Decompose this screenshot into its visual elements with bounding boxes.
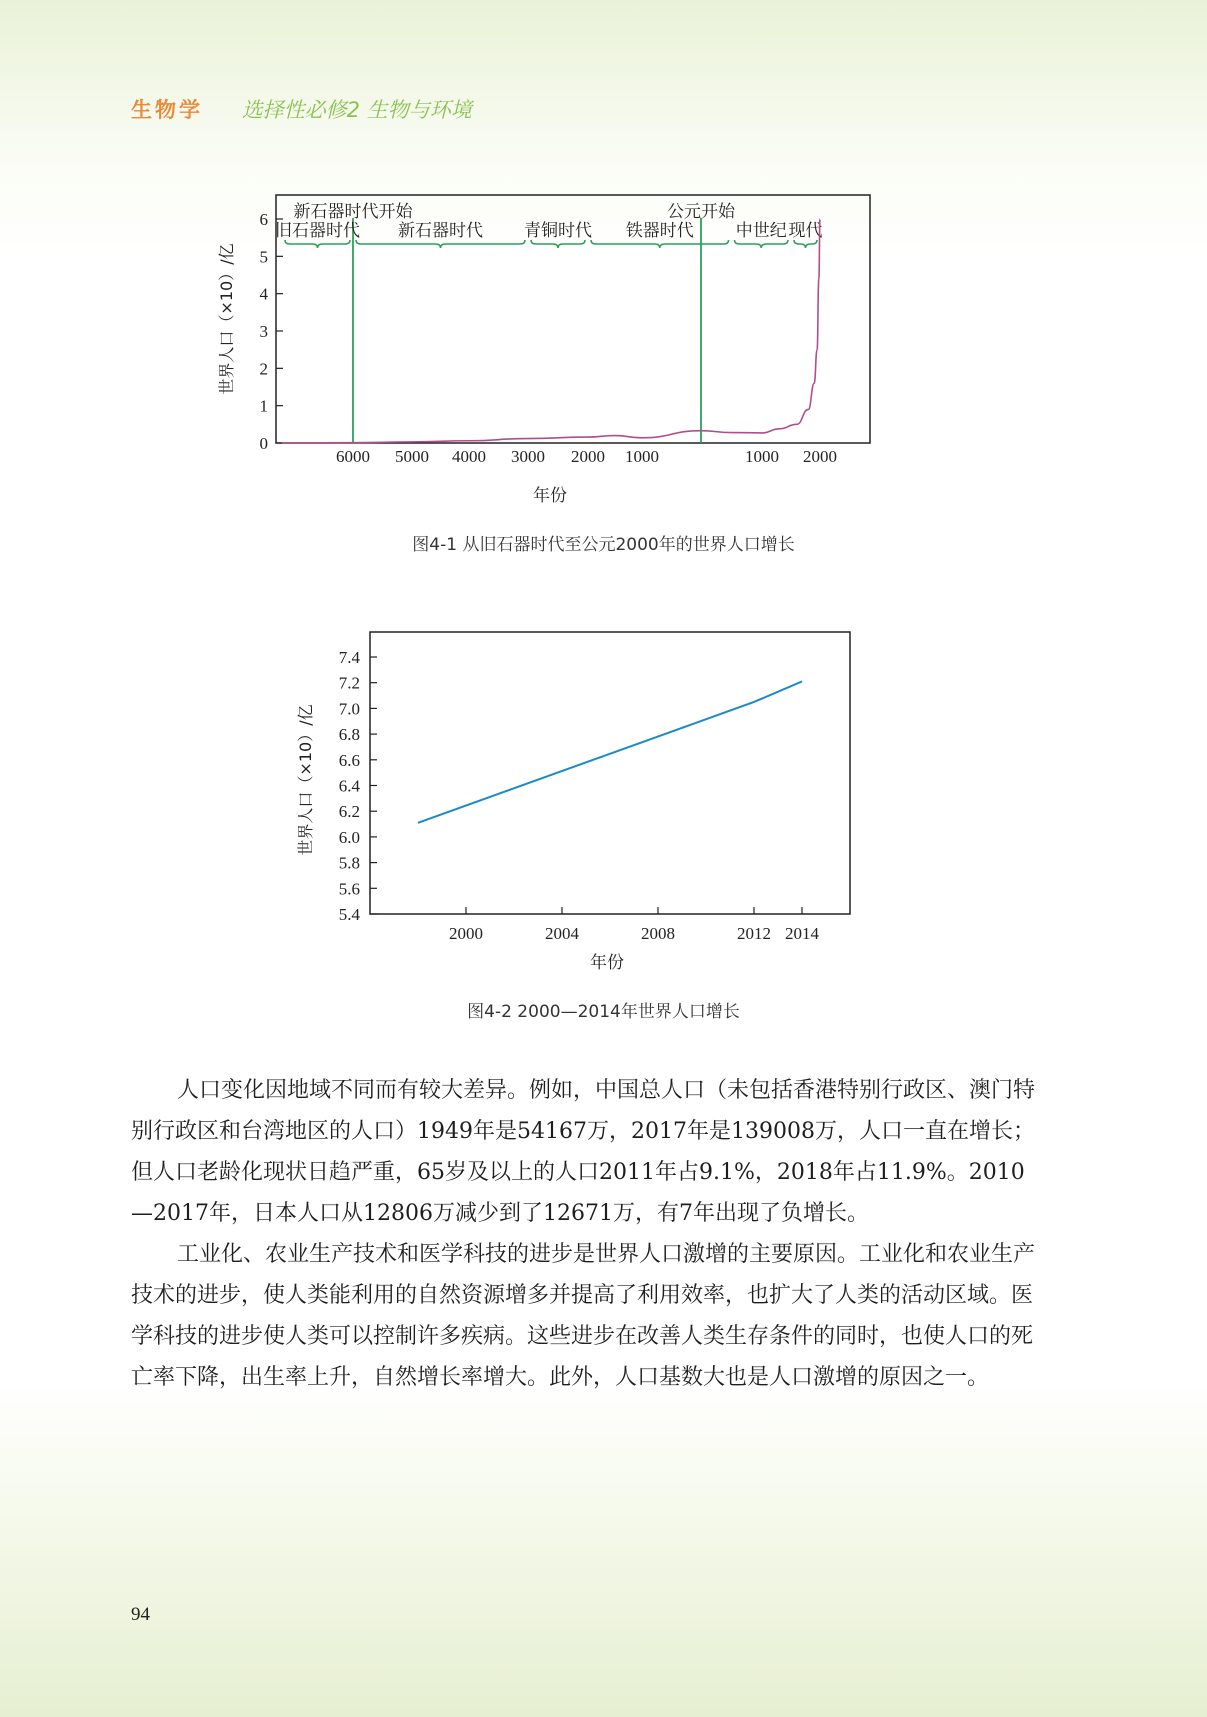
figure-4-2-caption: 图4-2 2000—2014年世界人口增长	[467, 1002, 740, 1022]
era-label: 新石器时代	[398, 221, 483, 241]
x-tick-label: 2014	[785, 924, 819, 943]
figure-4-1-caption: 图4-1 从旧石器时代至公元2000年的世界人口增长	[412, 535, 795, 555]
era-label: 旧石器时代	[275, 221, 360, 241]
x-tick-label: 3000	[511, 447, 545, 466]
era-bracket	[735, 240, 789, 248]
y-tick-label: 6.4	[338, 776, 360, 796]
y-axis-label: 世界人口（×10）/亿	[296, 704, 315, 856]
y-tick-label: 5.4	[338, 905, 360, 924]
y-tick-label: 6.2	[338, 802, 360, 822]
page-number: 94	[131, 1604, 150, 1625]
era-bracket	[794, 240, 817, 248]
book-title: 选择性必修2 生物与环境	[241, 98, 472, 122]
era-bracket	[591, 240, 729, 248]
y-tick-label: 6.8	[338, 725, 360, 745]
x-tick-label: 6000	[336, 447, 370, 466]
marker-label: 新石器时代开始	[293, 202, 413, 222]
era-label: 铁器时代	[625, 221, 694, 241]
paragraph-1: 人口变化因地域不同而有较大差异。例如，中国总人口（未包括香港特别行政区、澳门特别行政区和台湾地区的人口）1949年是54167万，2017年是139008万，人口一直在增长；但人口老龄化现状日趋严重，65岁及以上的人口2011年占9.1%，2018年占11.9%。2010—2017年，日本人口从12806万减少到了12671万，有7年出现了负增长。	[131, 1078, 1036, 1226]
population-line	[418, 681, 802, 822]
y-tick-label: 7.2	[338, 673, 360, 693]
y-axis-label: 世界人口（×10）/亿	[217, 243, 236, 395]
era-label: 青铜时代	[524, 221, 592, 241]
x-tick-label: 5000	[395, 447, 429, 466]
plot-frame	[370, 632, 850, 914]
figure-4-1-chart	[210, 190, 950, 520]
x-tick-label: 2000	[803, 447, 837, 466]
era-bracket	[285, 240, 350, 248]
y-tick-label: 6	[259, 210, 268, 229]
y-tick-label: 4	[259, 284, 268, 304]
y-tick-label: 7.0	[338, 699, 360, 719]
y-tick-label: 6.6	[338, 750, 360, 770]
y-tick-label: 5.6	[338, 879, 360, 899]
y-tick-label: 5	[259, 247, 268, 267]
x-axis-label: 年份	[590, 953, 624, 973]
population-curve	[282, 219, 820, 443]
x-tick-label: 4000	[452, 447, 486, 466]
y-tick-label: 3	[259, 322, 268, 341]
x-tick-label: 2000	[571, 447, 605, 466]
y-tick-label: 6.0	[338, 827, 360, 847]
y-tick-label: 7.4	[338, 648, 360, 667]
era-label: 现代	[788, 221, 823, 241]
y-tick-label: 5.8	[338, 853, 360, 873]
marker-label: 公元开始	[667, 202, 735, 222]
figure-4-2-chart	[290, 625, 880, 975]
x-tick-label: 1000	[625, 447, 659, 466]
y-tick-label: 0	[259, 434, 268, 453]
era-bracket	[531, 240, 585, 248]
x-axis-label: 年份	[533, 486, 567, 506]
era-bracket	[356, 240, 525, 248]
x-tick-label: 2012	[737, 924, 771, 943]
subject-label: 生物学	[131, 98, 203, 122]
y-tick-label: 2	[259, 359, 268, 379]
x-tick-label: 1000	[745, 447, 779, 466]
y-tick-label: 1	[259, 396, 268, 416]
x-tick-label: 2008	[641, 924, 675, 943]
x-tick-label: 2004	[545, 924, 579, 943]
paragraph-2: 工业化、农业生产技术和医学科技的进步是世界人口激增的主要原因。工业化和农业生产技术的进步，使人类能利用的自然资源增多并提高了利用效率，也扩大了人类的活动区域。医学科技的进步使人类可以控制许多疾病。这些进步在改善人类生存条件的同时，也使人口的死亡率下降，出生率上升，自然增长率增大。此外，人口基数大也是人口激增的原因之一。	[131, 1242, 1036, 1390]
era-label: 中世纪	[735, 221, 787, 241]
x-tick-label: 2000	[449, 924, 483, 943]
page-header	[131, 94, 472, 124]
body-text	[131, 1070, 1039, 1398]
